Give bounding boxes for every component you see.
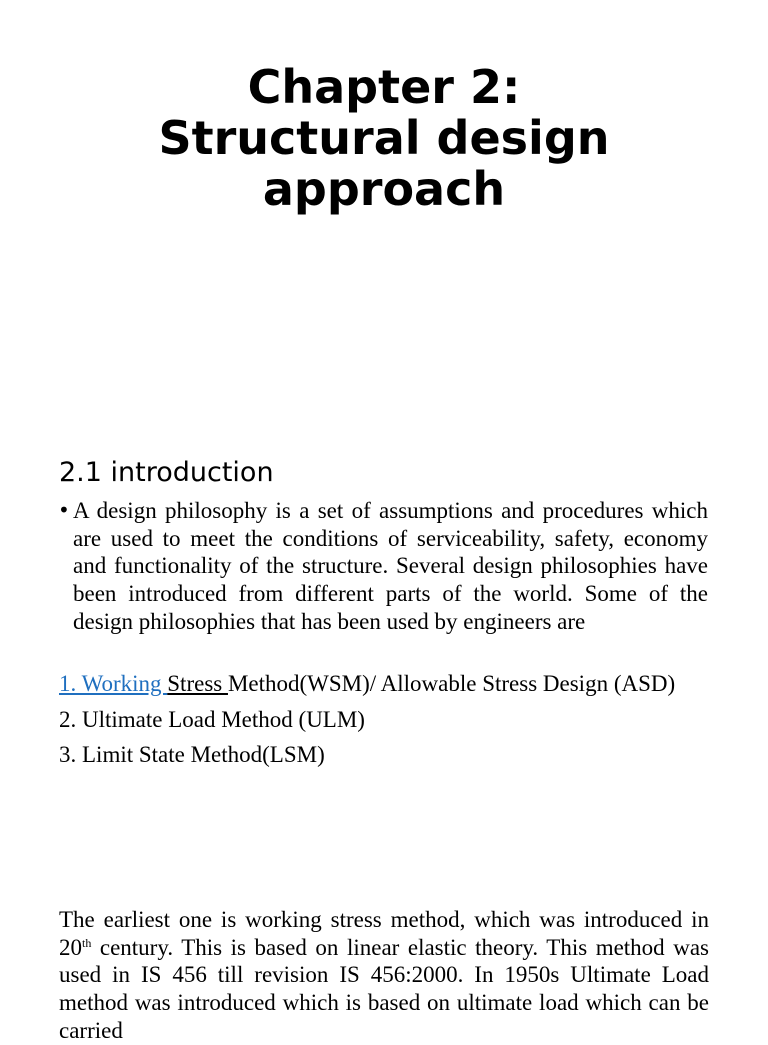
method-item-working-stress bbox=[59, 670, 709, 698]
bullet-icon: • bbox=[58, 498, 70, 522]
paragraph-superscript: th bbox=[82, 935, 92, 950]
method-item-limit-state: 3. Limit State Method(LSM) bbox=[59, 742, 325, 768]
paragraph-part-2: century. This is based on linear elastic theory. This method was used in IS 456 till revision IS 456:2000. In 1950s Ultimate Load method was introduced which is based on ultimate load which can be carried bbox=[59, 934, 709, 1043]
method-item-ultimate-load: 2. Ultimate Load Method (ULM) bbox=[59, 706, 365, 732]
chapter-title-line-1: Chapter 2: bbox=[247, 60, 521, 114]
method-item-1-rest: Method(WSM)/ Allowable Stress Design (ASD) bbox=[227, 671, 676, 696]
stress-underlined-text: Stress bbox=[167, 671, 228, 696]
body-paragraph bbox=[59, 906, 709, 1045]
chapter-title bbox=[84, 62, 684, 215]
paragraph-part-1: The earliest one is working stress method, which was introduced in 20 bbox=[59, 907, 709, 960]
chapter-title-line-2: Structural design bbox=[158, 111, 610, 165]
bullet-text: A design philosophy is a set of assumptions and procedures which are used to meet the conditions of serviceability, safety, economy and functionality of the structure. Several design philosophies have been introduced from different parts of the world. Some of the design philosophies that has been used by engineers are bbox=[73, 498, 708, 634]
section-heading: 2.1 introduction bbox=[59, 457, 274, 488]
bullet-item bbox=[58, 497, 708, 636]
method-list bbox=[59, 670, 709, 777]
working-stress-link[interactable]: 1. Working bbox=[59, 671, 168, 696]
chapter-title-line-3: approach bbox=[262, 162, 506, 216]
